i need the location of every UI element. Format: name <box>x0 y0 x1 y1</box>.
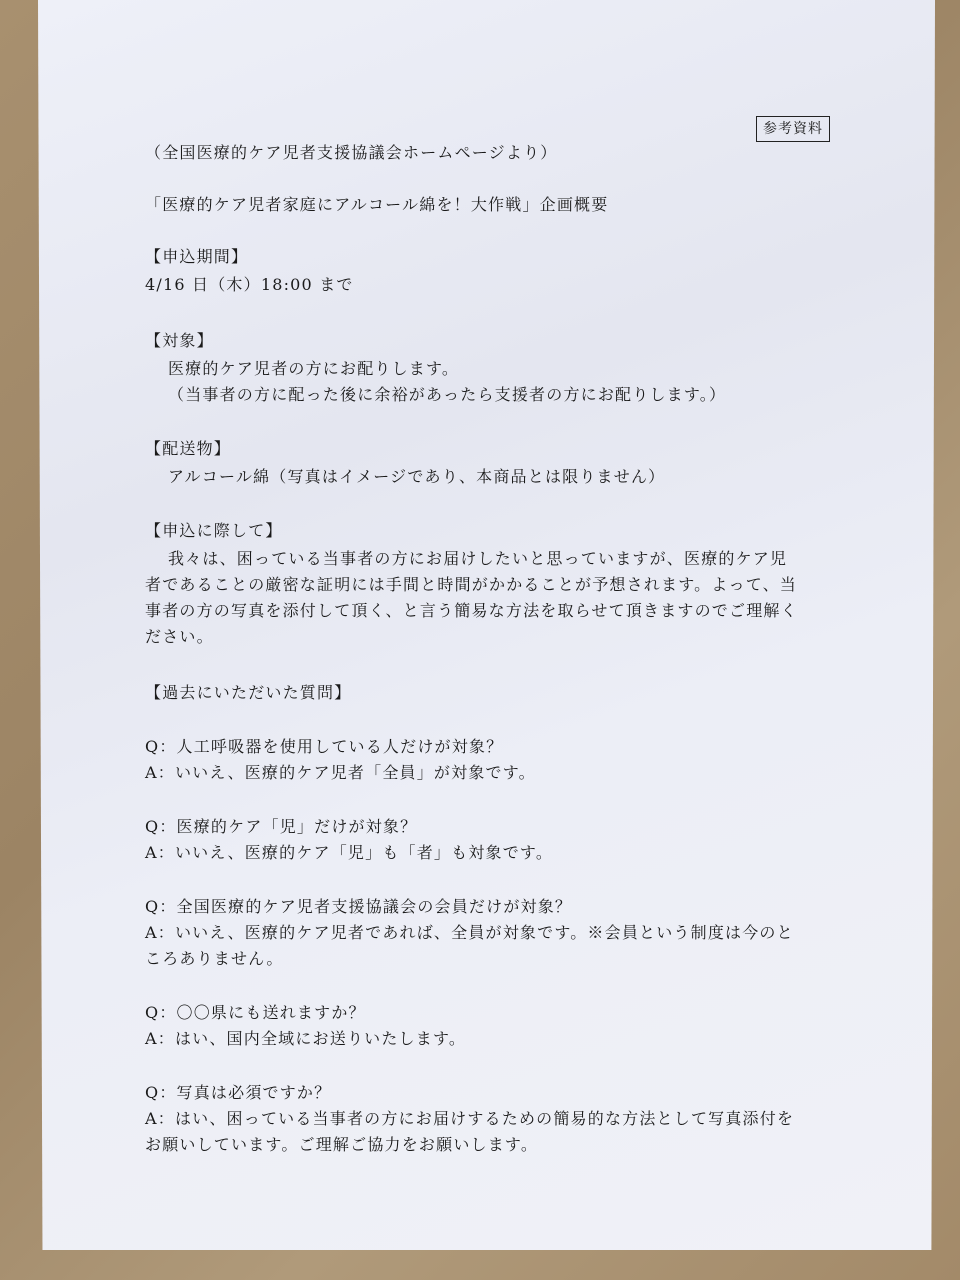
apply-line-1: 我々は、困っている当事者の方にお届けしたいと思っていますが、医療的ケア児 <box>168 549 788 568</box>
target-line-2: （当事者の方に配った後に余裕があったら支援者の方にお配りします。） <box>168 385 727 404</box>
faq-heading: 【過去にいただいた質問】 <box>145 683 352 702</box>
faq-answer: A：はい、困っている当事者の方にお届けするための簡易的な方法として写真添付を <box>145 1109 795 1128</box>
faq-answer-continued: ころありません。 <box>145 949 284 968</box>
faq-question: Q：写真は必須ですか？ <box>145 1083 332 1102</box>
period-text: 4/16 日（木）18:00 まで <box>145 275 354 294</box>
target-line-1: 医療的ケア児者の方にお配りします。 <box>168 359 460 378</box>
apply-heading: 【申込に際して】 <box>145 521 283 540</box>
faq-answer: A：いいえ、医療的ケア児者であれば、全員が対象です。※会員という制度は今のと <box>145 923 794 942</box>
apply-line-3: 事者の方の写真を添付して頂く、と言う簡易な方法を取らせて頂きますのでご理解く <box>145 601 798 620</box>
item-heading: 【配送物】 <box>145 439 232 458</box>
source-note: （全国医療的ケア児者支援協議会ホームページより） <box>145 143 558 162</box>
faq-answer: A：いいえ、医療的ケア児者「全員」が対象です。 <box>145 763 536 782</box>
document-title: 「医療的ケア児者家庭にアルコール綿を！大作戦」企画概要 <box>145 195 609 214</box>
faq-answer-continued: お願いしています。ご理解ご協力をお願いします。 <box>145 1135 539 1154</box>
apply-line-2: 者であることの厳密な証明には手間と時間がかかることが予想されます。よって、当 <box>145 575 798 594</box>
faq-answer: A：はい、国内全域にお送りいたします。 <box>145 1029 467 1048</box>
apply-line-4: ださい。 <box>145 627 214 646</box>
target-heading: 【対象】 <box>145 331 214 350</box>
item-text: アルコール綿（写真はイメージであり、本商品とは限りません） <box>168 467 666 486</box>
period-heading: 【申込期間】 <box>145 247 249 266</box>
reference-badge: 参考資料 <box>756 116 830 142</box>
faq-question: Q：全国医療的ケア児者支援協議会の会員だけが対象？ <box>145 897 573 916</box>
faq-question: Q：人工呼吸器を使用している人だけが対象？ <box>145 737 504 756</box>
faq-answer: A：いいえ、医療的ケア「児」も「者」も対象です。 <box>145 843 554 862</box>
faq-question: Q：医療的ケア「児」だけが対象？ <box>145 817 418 836</box>
faq-question: Q：〇〇県にも送れますか？ <box>145 1003 366 1022</box>
